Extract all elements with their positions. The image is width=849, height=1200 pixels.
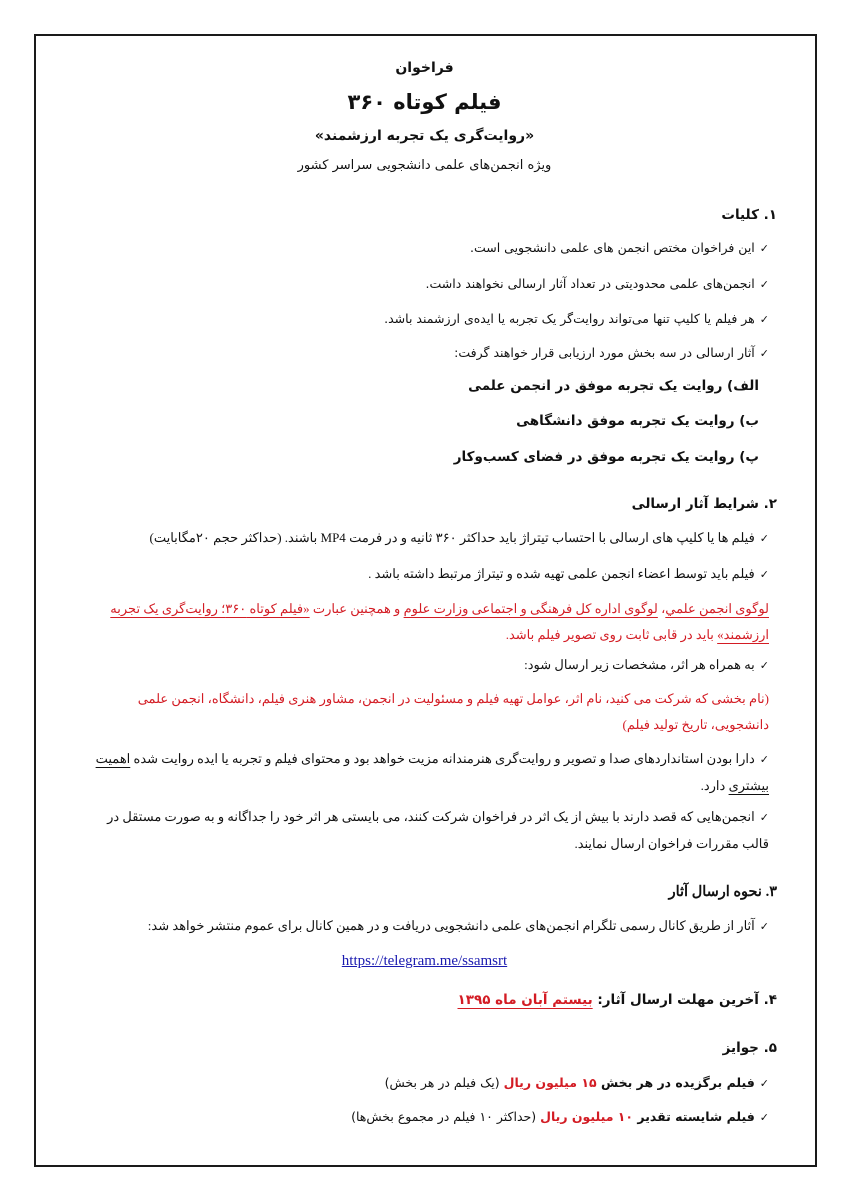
check-icon: ✓ — [759, 1077, 769, 1090]
required-specs-note: (نام بخشی که شرکت می کنید، نام اثر، عوامل تهیه فیلم و مسئولیت در انجمن، مشاور هنری فیلم، دانشگاه، انجمن علمی دانشجویی، تاریخ تولید فیلم) — [137, 691, 769, 732]
list-item: ✓هر فیلم یا کلیپ تنها می‌تواند روایت‌گر یک تجربه یا ایده‌ی ارزشمند باشد. — [384, 311, 769, 326]
list-item: ✓این فراخوان مختص انجمن های علمی دانشجویی است. — [469, 240, 769, 255]
list-item: ✓فیلم باید توسط اعضاء انجمن علمی تهیه شده و تیتراژ مرتبط داشته باشد . — [368, 566, 769, 581]
telegram-channel-link[interactable]: https://telegram.me/ssamsrt — [341, 953, 508, 969]
prize-item: ✓فیلم برگزیده در هر بخش ۱۵ میلیون ریال (یک فیلم در هر بخش) — [384, 1075, 769, 1090]
section-heading-prizes: ۵. جوایز — [722, 1040, 777, 1056]
section-heading-general: ۱. کلیات — [721, 207, 777, 223]
check-icon: ✓ — [759, 754, 769, 766]
category-item: ب) روایت یک تجربه موفق دانشگاهی — [516, 413, 759, 429]
category-item: پ) روایت یک تجربه موفق در فضای کسب‌وکار — [453, 449, 759, 465]
prize-amount: ۱۵ میلیون ریال — [503, 1075, 597, 1090]
doc-audience: ویژه انجمن‌های علمی دانشجویی سراسر کشور — [297, 158, 552, 173]
check-icon: ✓ — [759, 533, 769, 545]
check-icon: ✓ — [759, 242, 769, 255]
section-heading-conditions: ۲. شرایط آثار ارسالی — [631, 496, 777, 512]
check-icon: ✓ — [759, 921, 769, 933]
list-item: ✓دارا بودن استانداردهای صدا و تصویر و روایت‌گری هنرمندانه مزیت خواهد بود و محتوای فیلم و تجربه یا ایده روایت شده اهمیت بیشتری دارد. — [95, 751, 769, 793]
check-icon: ✓ — [759, 313, 769, 326]
section-heading-deadline: ۴. آخرین مهلت ارسال آثار: بیستم آبان ماه ۱۳۹۵ — [457, 992, 777, 1008]
doc-kicker: فراخوان — [395, 60, 454, 76]
section-heading-submission: ۳. نحوه ارسال آثار — [668, 884, 777, 900]
list-item: ✓انجمن‌های علمی محدودیتی در تعداد آثار ارسالی نخواهند داشت. — [425, 276, 769, 291]
check-icon: ✓ — [759, 347, 769, 360]
list-item: ✓به همراه هر اثر، مشخصات زیر ارسال شود: — [524, 657, 769, 672]
doc-subtitle: «روایت‌گری یک تجربه ارزشمند» — [314, 128, 535, 144]
check-icon: ✓ — [759, 660, 769, 672]
logo-requirement-note: لوگوی انجمن علمي، لوگوی اداره کل فرهنگی و اجتماعی وزارت علوم و همچنین عبارت «فیلم کوتاه ۳۶۰؛ روایت‌گری یک تجربه ارزشمند» باید در قابی ثابت روی تصویر فیلم باشد. — [110, 601, 769, 642]
check-icon: ✓ — [759, 812, 769, 824]
doc-title: فیلم کوتاه ۳۶۰ — [347, 90, 502, 114]
list-item: ✓فیلم ها یا کلیپ های ارسالی با احتساب تیتراژ باید حداکثر ۳۶۰ ثانیه و در فرمت MP4 باشند. (حداکثر حجم ۲۰مگابایت) — [149, 530, 769, 545]
check-icon: ✓ — [759, 278, 769, 291]
prize-item: ✓فیلم شایسته تقدیر ۱۰ میلیون ریال (حداکثر ۱۰ فیلم در مجموع بخش‌ها) — [351, 1109, 769, 1124]
prize-amount: ۱۰ میلیون ریال — [540, 1109, 634, 1124]
list-item: ✓آثار ارسالی در سه بخش مورد ارزیابی قرار خواهند گرفت: — [454, 345, 769, 360]
category-item: الف) روایت یک تجربه موفق در انجمن علمی — [468, 378, 759, 394]
check-icon: ✓ — [759, 1111, 769, 1124]
deadline-date: بیستم آبان ماه ۱۳۹۵ — [457, 992, 593, 1008]
list-item: ✓انجمن‌هایی که قصد دارند با بیش از یک اثر در فراخوان شرکت کنند، می بایستی هر اثر خود را جداگانه و به صورت مستقل در قالب مقررات فراخوان ارسال نمایند. — [107, 809, 769, 851]
link-row — [34, 950, 815, 970]
list-item: ✓آثار از طریق کانال رسمی تلگرام انجمن‌های علمی دانشجویی دریافت و در همین کانال برای عموم منتشر خواهد شد: — [147, 918, 769, 933]
check-icon: ✓ — [759, 569, 769, 581]
